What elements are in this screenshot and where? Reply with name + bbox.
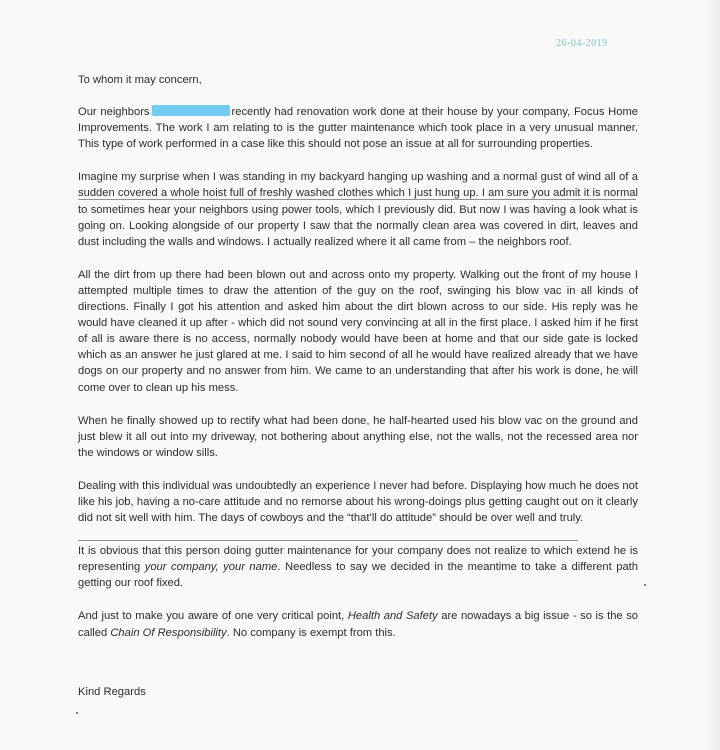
paragraph-7-emphasis-2: Chain Of Responsibility bbox=[110, 626, 227, 639]
paragraph-6-emphasis: your company, your name bbox=[144, 561, 278, 574]
closing-line: Kind Regards bbox=[78, 686, 146, 698]
scan-speck bbox=[644, 584, 646, 586]
paragraph-6-end: . Needless to say we decided in the meantime to take a different path getting our roof fixed. bbox=[78, 561, 639, 590]
paragraph-3: All the dirt from up there had been blown out and across onto my property. Walking out the front of my house I attempted multiple times to draw the attention of the guy on the roof, swinging his blow vac in all kinds of directions. Finally I got his attention and asked him about the dirt blown across to our side. His reply was he would have cleaned it up after - which did not sound very convincing at all in the first place. I asked him if he first of all is aware there is no access, normally nobody would have been at home and that our side gate is locked which as an answer he just glared at me. I said to him second of all he would have realized already that we have dogs on our property and no answer from him. We came to an understanding that after his work is done, he will come over to clean up his mess. bbox=[78, 268, 638, 394]
paragraph-1-rest: recently had renovation work done at their house by your company, Focus Home Improvements. The work I am relating to is the gutter maintenance which took place in a very unusual manner. This type of work performed in a case like this should not pose an issue at all for surrounding properties. bbox=[78, 106, 638, 151]
paragraph-5: Dealing with this individual was undoubtedly an experience I never had before. Displaying how much he does not like his job, having a no-care attitude and no remorse about his wrong-doings plus getting caught out on it clearly did not sit well with him. The days of cowboys and the “that’ll do attitude” should be over well and truly. bbox=[78, 479, 638, 525]
paragraph-7-middle: are nowadays a big issue - so is the so called bbox=[78, 610, 639, 639]
paragraph-7-emphasis-1: Health and Safety bbox=[347, 610, 438, 623]
redaction-mark bbox=[152, 105, 230, 116]
paragraph-6-start: It is obvious that this person doing gutter maintenance for your company does not realize to which extend he is representing bbox=[78, 545, 638, 574]
letter-body bbox=[78, 72, 638, 658]
paragraph-7-end: . No company is exempt from this. bbox=[226, 626, 396, 639]
paragraph-2: Imagine my surprise when I was standing in my backyard hanging up washing and a normal gust of wind all of a sudden covered a whole hoist full of freshly washed clothes which I just hung up. I am sure you admit it is normal to sometimes hear your neighbors using power tools, which I previously did. But now I was having a look what is going on. Looking alongside of our property I saw that the normally clean area was covered in dirt, leaves and dust including the walls and windows. I actually realized where it all came from – the neighbors roof. bbox=[78, 171, 638, 248]
paragraph-1-start: Our neighbors bbox=[78, 106, 150, 119]
paragraph-4: When he finally showed up to rectify what had been done, he half-hearted used his blow vac on the ground and just blew it all out into my driveway, not bothering about anything else, not the walls, not the recessed area nor the windows or window sills. bbox=[78, 414, 638, 459]
salutation: To whom it may concern, bbox=[78, 74, 202, 86]
paragraph-6 bbox=[78, 543, 638, 591]
paragraph-1 bbox=[78, 104, 638, 152]
page-edge-shadow bbox=[706, 0, 720, 750]
letter-date: 26-04-2019 bbox=[556, 38, 608, 49]
fold-line-2 bbox=[78, 540, 578, 541]
scan-speck bbox=[76, 712, 78, 714]
paragraph-7 bbox=[78, 608, 638, 640]
fold-line-1 bbox=[78, 199, 636, 200]
paragraph-7-start: And just to make you aware of one very critical point, bbox=[78, 610, 345, 623]
